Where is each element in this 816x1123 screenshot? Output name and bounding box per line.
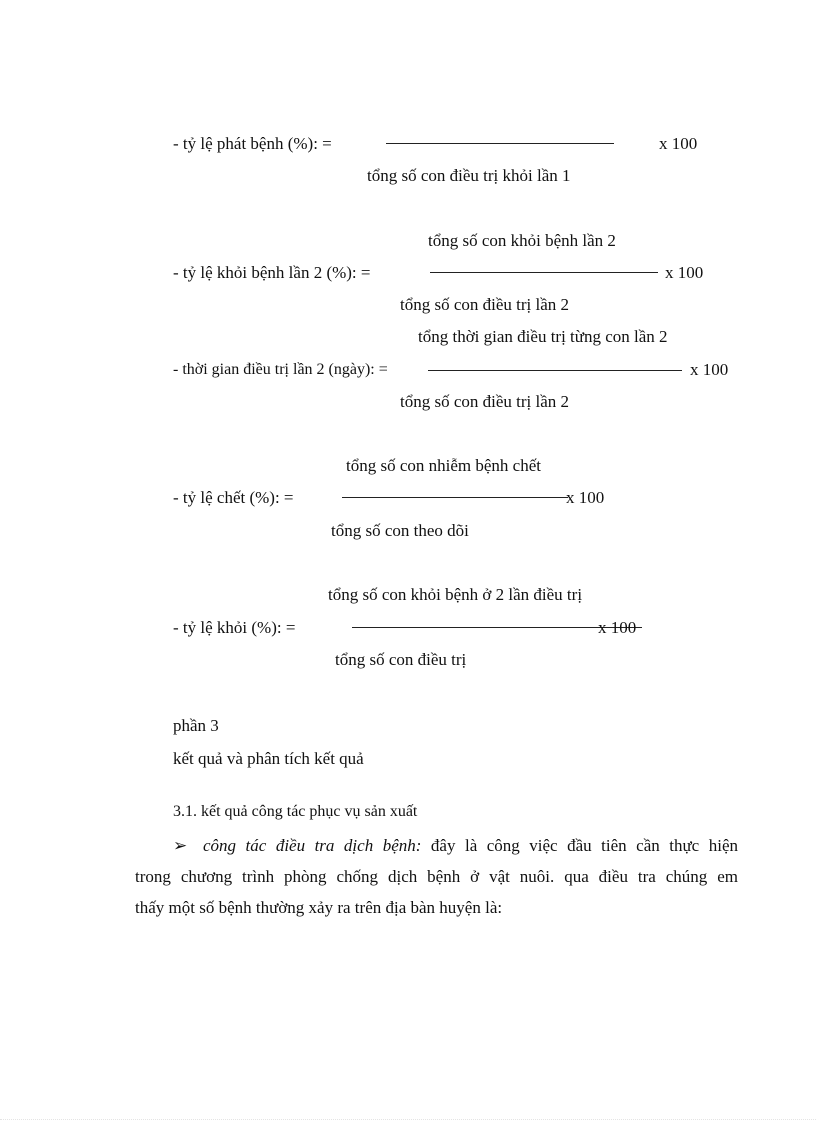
formula-1-fraction-bar (386, 143, 614, 144)
part-title: phần 3 (173, 716, 219, 735)
formula-3-multiplier: x 100 (690, 360, 729, 379)
formula-2-denominator: tổng số con điều trị lần 2 (400, 295, 570, 314)
formula-2-numerator: tổng số con khỏi bệnh lần 2 (428, 231, 616, 250)
formula-4-multiplier: x 100 (566, 488, 605, 507)
section-heading: 3.1. kết quả công tác phục vụ sản xuất (173, 803, 418, 820)
formula-5-numerator: tổng số con khỏi bệnh ở 2 lần điều trị (328, 585, 583, 604)
paragraph-line-3: thấy một số bệnh thường xảy ra trên địa bàn huyện là: (135, 898, 503, 917)
formula-5-label: - tỷ lệ khỏi (%): = (173, 618, 296, 637)
formula-1-label: - tỷ lệ phát bệnh (%): = (173, 134, 332, 153)
formula-2-label: - tỷ lệ khỏi bệnh lần 2 (%): = (173, 263, 371, 282)
paragraph-line-2: trong chương trình phòng chống dịch bệnh ở vật nuôi. qua điều tra chúng em (135, 867, 738, 886)
formula-2-fraction-bar (430, 272, 658, 273)
formula-3-fraction-bar (428, 370, 682, 371)
section-paragraph (135, 830, 738, 923)
formula-5-denominator: tổng số con điều trị (335, 650, 467, 669)
formula-3-numerator: tổng thời gian điều trị từng con lần 2 (418, 327, 668, 346)
paragraph-line-1-rest: đây là công việc đầu tiên cần thực hiện (421, 836, 738, 855)
arrow-bullet-icon: ➢ (173, 836, 188, 855)
formula-3-denominator: tổng số con điều trị lần 2 (400, 392, 570, 411)
formula-1-multiplier: x 100 (659, 134, 698, 153)
formula-1-denominator: tổng số con điều trị khỏi lần 1 (367, 166, 571, 185)
paragraph-lead-italic: công tác điều tra dịch bệnh: (203, 836, 422, 855)
page-bottom-divider (0, 1119, 816, 1120)
formula-4-label: - tỷ lệ chết (%): = (173, 488, 294, 507)
formula-4-denominator: tổng số con theo dõi (331, 521, 469, 540)
formula-2-multiplier: x 100 (665, 263, 704, 282)
formula-4-numerator: tổng số con nhiễm bệnh chết (346, 456, 541, 475)
formula-3-label: - thời gian điều trị lần 2 (ngày): = (173, 361, 388, 378)
paragraph-line-1 (135, 830, 738, 861)
part-subtitle: kết quả và phân tích kết quả (173, 749, 364, 768)
formula-5-multiplier: x 100 (598, 618, 637, 637)
formula-4-fraction-bar (342, 497, 568, 498)
